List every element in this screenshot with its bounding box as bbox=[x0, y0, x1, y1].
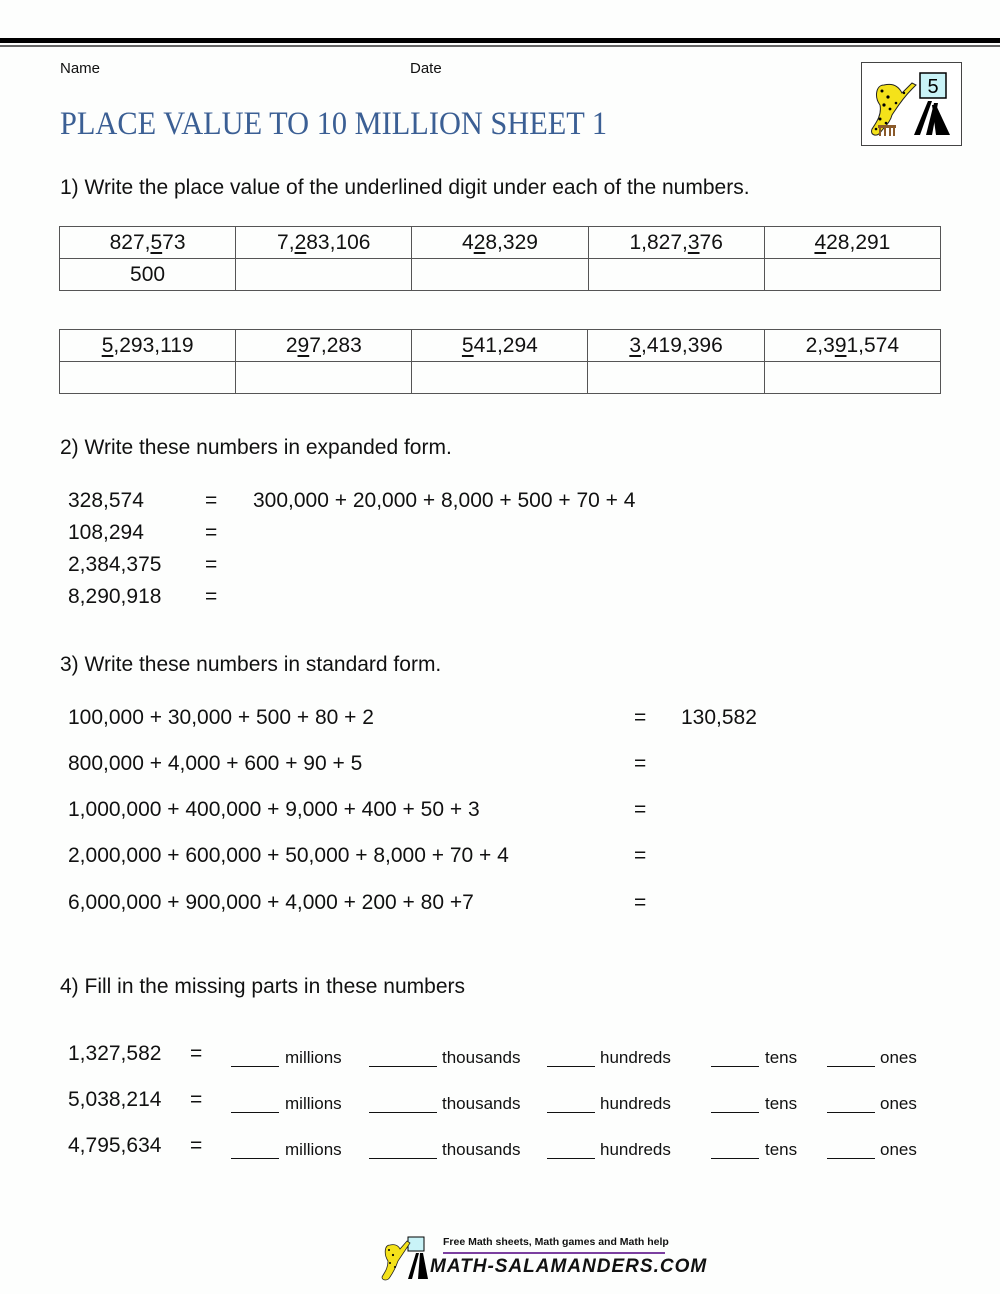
hundreds-blank[interactable] bbox=[547, 1092, 595, 1113]
missing-parts-number: 4,795,634 bbox=[68, 1134, 162, 1157]
answer-row bbox=[60, 259, 941, 291]
standard-expression: 2,000,000 + 600,000 + 50,000 + 8,000 + 70 + 4 bbox=[68, 844, 509, 867]
tens-blank[interactable] bbox=[711, 1092, 759, 1113]
expanded-number: 108,294 bbox=[68, 521, 144, 544]
answer-cell[interactable] bbox=[588, 362, 764, 394]
top-rule-thin bbox=[0, 45, 1000, 47]
thousands-blank[interactable] bbox=[369, 1046, 437, 1067]
equals-sign: = bbox=[190, 1042, 203, 1065]
number-cell: 3,419,396 bbox=[588, 330, 764, 362]
name-label: Name bbox=[60, 60, 101, 77]
answer-row bbox=[60, 362, 941, 394]
equals-sign: = bbox=[205, 489, 218, 512]
hundreds-blank[interactable] bbox=[547, 1046, 595, 1067]
equals-sign: = bbox=[205, 585, 218, 608]
number-cell: 1,827,376 bbox=[588, 227, 764, 259]
footer-salamander-icon bbox=[378, 1233, 434, 1283]
answer-cell[interactable] bbox=[60, 362, 236, 394]
footer-tagline: Free Math sheets, Math games and Math help bbox=[443, 1236, 669, 1248]
thousands-label: thousands bbox=[442, 1094, 521, 1113]
tens-blank[interactable] bbox=[711, 1138, 759, 1159]
standard-expression: 1,000,000 + 400,000 + 9,000 + 400 + 50 + 3 bbox=[68, 798, 480, 821]
millions-label: millions bbox=[285, 1140, 342, 1159]
ones-blank[interactable] bbox=[827, 1138, 875, 1159]
underlined-digit: 5 bbox=[150, 230, 163, 254]
salamander-easel-logo-icon bbox=[862, 63, 961, 145]
number-cell: 2,391,574 bbox=[764, 330, 940, 362]
number-cell: 5,293,119 bbox=[60, 330, 236, 362]
underlined-digit: 2 bbox=[294, 230, 307, 254]
logo-grade-number: 5 bbox=[927, 76, 939, 98]
ones-blank[interactable] bbox=[827, 1092, 875, 1113]
underlined-digit: 4 bbox=[814, 230, 827, 254]
ones-blank[interactable] bbox=[827, 1046, 875, 1067]
millions-label: millions bbox=[285, 1048, 342, 1067]
expanded-number: 2,384,375 bbox=[68, 553, 162, 576]
top-rule-thick bbox=[0, 38, 1000, 43]
missing-parts-row bbox=[68, 1088, 948, 1118]
missing-parts-number: 1,327,582 bbox=[68, 1042, 162, 1065]
ones-label: ones bbox=[880, 1048, 917, 1067]
equals-sign: = bbox=[205, 521, 218, 544]
equals-sign: = bbox=[190, 1134, 203, 1157]
footer-site-name: MATH-SALAMANDERS.COM bbox=[430, 1256, 708, 1277]
missing-parts-row bbox=[68, 1042, 948, 1072]
q2-heading: 2) Write these numbers in expanded form. bbox=[60, 436, 452, 459]
standard-expression: 6,000,000 + 900,000 + 4,000 + 200 + 80 +7 bbox=[68, 891, 474, 914]
standard-answer[interactable]: 130,582 bbox=[681, 706, 757, 729]
underlined-digit: 2 bbox=[473, 230, 486, 254]
answer-cell[interactable] bbox=[412, 259, 588, 291]
standard-expression: 800,000 + 4,000 + 600 + 90 + 5 bbox=[68, 752, 363, 775]
answer-cell[interactable] bbox=[236, 362, 412, 394]
thousands-blank[interactable] bbox=[369, 1138, 437, 1159]
underlined-digit: 9 bbox=[834, 333, 847, 357]
equals-sign: = bbox=[634, 844, 647, 867]
underlined-digit: 3 bbox=[629, 333, 642, 357]
expanded-number: 328,574 bbox=[68, 489, 144, 512]
standard-expression: 100,000 + 30,000 + 500 + 80 + 2 bbox=[68, 706, 374, 729]
hundreds-label: hundreds bbox=[600, 1048, 671, 1067]
underlined-digit: 5 bbox=[101, 333, 114, 357]
hundreds-label: hundreds bbox=[600, 1094, 671, 1113]
millions-label: millions bbox=[285, 1094, 342, 1113]
thousands-label: thousands bbox=[442, 1048, 521, 1067]
thousands-label: thousands bbox=[442, 1140, 521, 1159]
equals-sign: = bbox=[634, 798, 647, 821]
ones-label: ones bbox=[880, 1140, 917, 1159]
number-cell: 428,291 bbox=[764, 227, 940, 259]
tens-label: tens bbox=[765, 1048, 798, 1067]
missing-parts-row bbox=[68, 1134, 948, 1164]
answer-cell[interactable] bbox=[588, 259, 764, 291]
q1-heading: 1) Write the place value of the underlined digit under each of the numbers. bbox=[60, 176, 750, 199]
hundreds-blank[interactable] bbox=[547, 1138, 595, 1159]
q3-heading: 3) Write these numbers in standard form. bbox=[60, 653, 442, 676]
number-cell: 827,573 bbox=[60, 227, 236, 259]
hundreds-label: hundreds bbox=[600, 1140, 671, 1159]
tens-label: tens bbox=[765, 1140, 798, 1159]
answer-cell[interactable] bbox=[764, 362, 940, 394]
footer-divider bbox=[443, 1252, 665, 1254]
footer-logo[interactable] bbox=[378, 1233, 708, 1283]
expanded-answer[interactable]: 300,000 + 20,000 + 8,000 + 500 + 70 + 4 bbox=[253, 489, 636, 512]
equals-sign: = bbox=[634, 752, 647, 775]
number-row bbox=[60, 227, 941, 259]
answer-cell[interactable] bbox=[236, 259, 412, 291]
number-cell: 297,283 bbox=[236, 330, 412, 362]
tens-label: tens bbox=[765, 1094, 798, 1113]
equals-sign: = bbox=[634, 706, 647, 729]
date-label: Date bbox=[410, 60, 442, 77]
q4-heading: 4) Fill in the missing parts in these numbers bbox=[60, 975, 465, 998]
millions-blank[interactable] bbox=[231, 1138, 279, 1159]
place-value-table-1 bbox=[59, 226, 941, 291]
answer-cell[interactable] bbox=[764, 259, 940, 291]
tens-blank[interactable] bbox=[711, 1046, 759, 1067]
equals-sign: = bbox=[205, 553, 218, 576]
answer-cell[interactable] bbox=[412, 362, 588, 394]
underlined-digit: 5 bbox=[461, 333, 474, 357]
millions-blank[interactable] bbox=[231, 1046, 279, 1067]
top-rule bbox=[0, 38, 1000, 47]
number-cell: 541,294 bbox=[412, 330, 588, 362]
underlined-digit: 3 bbox=[687, 230, 700, 254]
expanded-number: 8,290,918 bbox=[68, 585, 162, 608]
page-title: PLACE VALUE TO 10 MILLION SHEET 1 bbox=[60, 106, 608, 142]
answer-cell[interactable]: 500 bbox=[60, 259, 236, 291]
grade-logo bbox=[861, 62, 962, 146]
missing-parts-number: 5,038,214 bbox=[68, 1088, 162, 1111]
equals-sign: = bbox=[190, 1088, 203, 1111]
underlined-digit: 9 bbox=[297, 333, 310, 357]
ones-label: ones bbox=[880, 1094, 917, 1113]
equals-sign: = bbox=[634, 891, 647, 914]
thousands-blank[interactable] bbox=[369, 1092, 437, 1113]
millions-blank[interactable] bbox=[231, 1092, 279, 1113]
number-cell: 7,283,106 bbox=[236, 227, 412, 259]
place-value-table-2 bbox=[59, 329, 941, 394]
number-row bbox=[60, 330, 941, 362]
number-cell: 428,329 bbox=[412, 227, 588, 259]
